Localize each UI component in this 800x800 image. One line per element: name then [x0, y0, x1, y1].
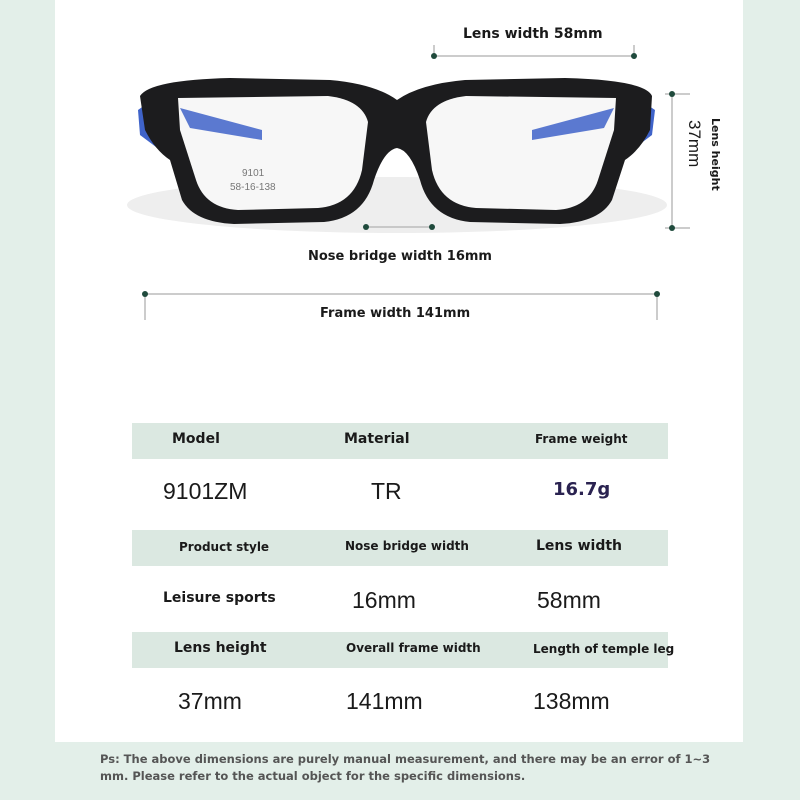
marker-dot [669, 91, 675, 97]
lens-height-value: 37mm [685, 120, 704, 168]
lens-print-size: 58-16-138 [230, 182, 276, 193]
lens-print-model: 9101 [242, 168, 265, 179]
header-lens-width: Lens width [536, 538, 623, 554]
marker-dot [431, 53, 437, 59]
value-frame-weight: 16.7g [553, 479, 611, 500]
header-product-style: Product style [179, 540, 270, 554]
value-lens-height: 37mm [178, 688, 242, 714]
marker-dot [142, 291, 148, 297]
value-product-style: Leisure sports [163, 590, 276, 606]
header-frame-weight: Frame weight [535, 432, 628, 446]
lens-height-label-group [686, 118, 726, 198]
value-overall-frame-width: 141mm [346, 688, 423, 714]
header-nose-bridge-width: Nose bridge width [345, 539, 469, 553]
right-lens [426, 96, 616, 210]
frame-width-label: Frame width 141mm [320, 306, 471, 321]
value-model: 9101ZM [163, 478, 248, 504]
marker-dot [669, 225, 675, 231]
value-nose-bridge-width: 16mm [352, 587, 416, 613]
nose-bridge-label: Nose bridge width 16mm [308, 249, 492, 264]
lens-height-label: Lens height [709, 118, 722, 191]
header-material: Material [344, 431, 410, 447]
header-model: Model [172, 431, 220, 447]
glasses-diagram [0, 0, 800, 340]
header-overall-frame-width: Overall frame width [346, 641, 481, 655]
marker-dot [654, 291, 660, 297]
lens-width-label: Lens width 58mm [463, 26, 603, 42]
marker-dot [631, 53, 637, 59]
value-lens-width: 58mm [537, 587, 601, 613]
value-temple-length: 138mm [533, 688, 610, 714]
measurement-note: Ps: The above dimensions are purely manual measurement, and there may be an error of 1~3 mm. Please refer to the actual object for the specific dimensions. [100, 752, 711, 783]
marker-dot [363, 224, 369, 230]
marker-dot [429, 224, 435, 230]
header-temple-length: Length of temple leg [533, 642, 675, 656]
value-material: TR [371, 478, 402, 504]
header-lens-height: Lens height [174, 640, 267, 656]
